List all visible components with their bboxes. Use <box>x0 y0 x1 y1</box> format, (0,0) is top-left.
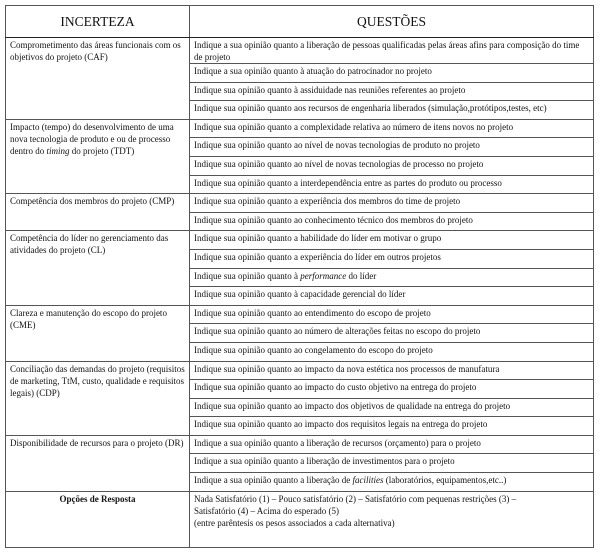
question-text-part: performance <box>300 270 347 281</box>
question-text-part: Indique sua opinião quanto à <box>194 270 301 281</box>
question-cell: Indique sua opinião quanto a experiência dos membros do time de projeto <box>190 194 594 213</box>
question-row <box>6 194 594 213</box>
question-cell: Indique a sua opinião quanto a liberação de recursos (orçamento) para o projeto <box>190 435 594 454</box>
question-cell: Indique sua opinião quanto a complexidade relativa ao número de itens novos no projeto <box>190 119 594 138</box>
question-cell: Indique sua opinião quanto ao nível de novas tecnologias de produto no projeto <box>190 138 594 157</box>
options-line-1: Nada Satisfatório (1) – Pouco satisfatório (2) – Satisfatório com pequenas restrições (3) – <box>194 493 517 504</box>
question-cell: Indique sua opinião quanto a habilidade do líder em motivar o grupo <box>190 231 594 250</box>
question-cell: Indique a sua opinião quanto a liberação de pessoas qualificadas pelas áreas afins para composição do time de projeto <box>190 38 594 64</box>
question-cell: Indique sua opinião quanto ao impacto dos requisitos legais na entrega do projeto <box>190 417 594 436</box>
incerteza-cell: Disponibilidade de recursos para o projeto (DR) <box>6 435 190 491</box>
incerteza-text-part: do projeto (TDT) <box>69 145 135 156</box>
question-text-part: (laboratórios, equipamentos,etc..) <box>383 475 507 486</box>
options-line-3: (entre parêntesis os pesos associados a cada alternativa) <box>194 517 395 528</box>
question-row <box>6 231 594 250</box>
question-text-part: do líder <box>346 270 377 281</box>
question-cell <box>190 268 594 287</box>
question-cell: Indique sua opinião quanto ao entendimento do escopo de projeto <box>190 305 594 324</box>
question-cell: Indique sua opinião quanto a interdependência entre as partes do produto ou processo <box>190 175 594 194</box>
question-cell: Indique sua opinião quanto ao nível de novas tecnologias de processo no projeto <box>190 156 594 175</box>
question-text-part: Indique a sua opinião quanto a liberação de <box>194 475 353 486</box>
incerteza-text-part: Impacto (tempo) do desenvolvimento de uma nova tecnologia de produto e ou de processo dentro do <box>10 121 174 156</box>
question-row <box>6 435 594 454</box>
incerteza-cell: Conciliação das demandas do projeto (requisitos de marketing, TtM, custo, qualidade e requisitos legais) (CDP) <box>6 361 190 435</box>
question-cell: Indique sua opinião quanto a experiência do líder em outros projetos <box>190 249 594 268</box>
options-row <box>6 491 594 547</box>
question-cell: Indique sua opinião quanto ao conhecimento técnico dos membros do projeto <box>190 212 594 231</box>
question-cell <box>190 473 594 492</box>
options-line-2: Satisfatório (4) – Acima do esperado (5) <box>194 505 339 516</box>
question-cell: Indique sua opinião quanto ao impacto da nova estética nos processos de manufatura <box>190 361 594 380</box>
question-cell: Indique sua opinião quanto ao número de alterações feitas no escopo do projeto <box>190 324 594 343</box>
question-cell: Indique sua opinião quanto ao impacto do custo objetivo na entrega do projeto <box>190 380 594 399</box>
uncertainty-questions-table <box>5 5 594 548</box>
question-cell: Indique sua opinião quanto ao impacto dos objetivos de qualidade na entrega do projeto <box>190 398 594 417</box>
question-row <box>6 119 594 138</box>
header-incerteza: INCERTEZA <box>6 6 190 38</box>
incerteza-cell: Competência dos membros do projeto (CMP) <box>6 194 190 231</box>
options-label: Opções de Resposta <box>6 491 190 547</box>
incerteza-text-part: timing <box>46 145 70 156</box>
question-row <box>6 361 594 380</box>
question-row <box>6 305 594 324</box>
incerteza-cell: Comprometimento das áreas funcionais com os objetivos do projeto (CAF) <box>6 38 190 120</box>
header-row <box>6 6 594 38</box>
question-cell: Indique sua opinião quanto à capacidade gerencial do líder <box>190 287 594 306</box>
question-text-part: facilities <box>352 475 384 486</box>
question-cell: Indique sua opinião quanto à assiduidade nas reuniões referentes ao projeto <box>190 82 594 101</box>
question-cell: Indique sua opinião quanto aos recursos de engenharia liberados (simulação,protótipos,testes, etc) <box>190 101 594 120</box>
incerteza-cell: Competência do líder no gerenciamento das atividades do projeto (CL) <box>6 231 190 305</box>
table-body <box>6 38 594 548</box>
incerteza-cell <box>6 119 190 193</box>
options-text <box>190 491 594 547</box>
incerteza-cell: Clareza e manutenção do escopo do projeto (CME) <box>6 305 190 361</box>
question-cell: Indique sua opinião quanto ao congelamento do escopo do projeto <box>190 342 594 361</box>
question-row <box>6 38 594 64</box>
header-questoes: QUESTÕES <box>190 6 594 38</box>
question-cell: Indique a sua opinião quanto à atuação do patrocinador no projeto <box>190 64 594 83</box>
question-cell: Indique a sua opinião quanto a liberação de investimentos para o projeto <box>190 454 594 473</box>
